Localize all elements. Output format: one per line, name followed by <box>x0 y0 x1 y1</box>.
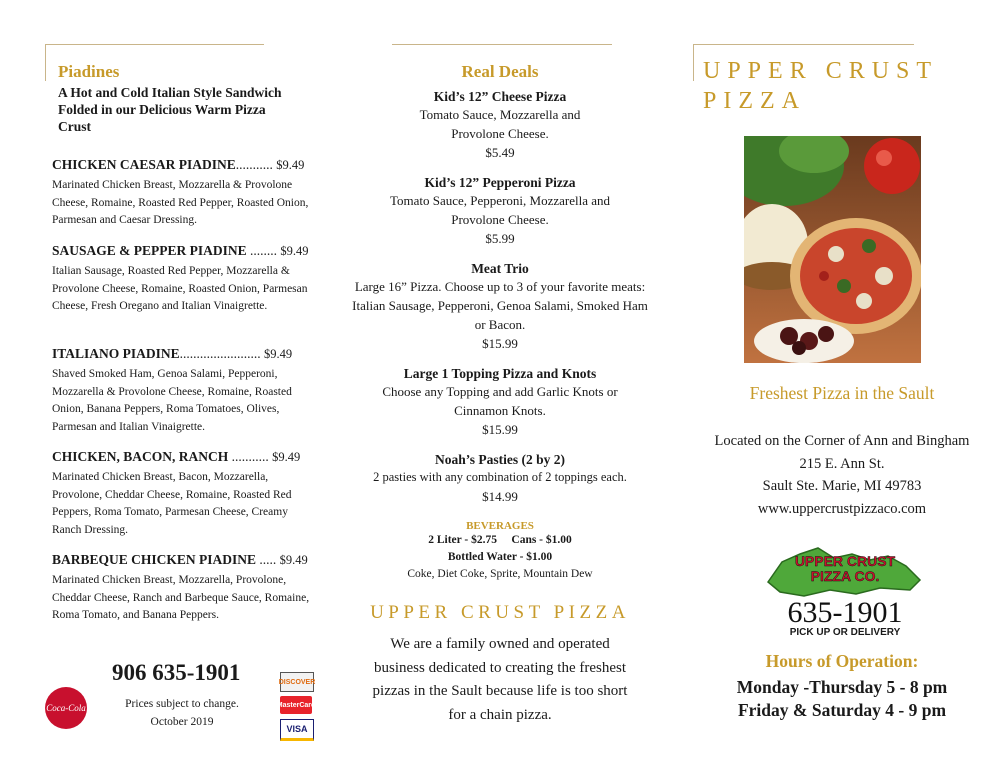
item-description: Shaved Smoked Ham, Genoa Salami, Pepperoni, Mozzarella & Provolone Cheese, Romaine, Roasted Onion, Banana Peppers, Roma Tomatoes, Olives, Parmesan and Italian Vinaigrette. <box>52 368 292 433</box>
deal-price: $15.99 <box>482 422 518 437</box>
address-line: Sault Ste. Marie, MI 49783 <box>762 478 922 494</box>
menu-item: SAUSAGE & PEPPER PIADINE ........ $9.49 Italian Sausage, Roasted Red Pepper, Mozzarella & Provolone Cheese, Romaine, Roasted Onion, Parmesan Cheese, Fresh Oregano and Italian Vinaigrette. <box>52 243 314 316</box>
deal-name: Noah’s Pasties (2 by 2) <box>435 452 565 467</box>
item-description: Marinated Chicken Breast, Mozzarella & Provolone Cheese, Romaine, Roasted Red Pepper, Roasted Onion, Parmesan and Caesar Dressing. <box>52 179 309 226</box>
tagline: Freshest Pizza in the Sault <box>749 383 935 403</box>
deal-item <box>352 452 648 506</box>
item-name: ITALIANO PIADINE <box>52 346 180 361</box>
menu-item: BARBEQUE CHICKEN PIADINE ..... $9.49 Marinated Chicken Breast, Mozzarella, Provolone, Cheddar Cheese, Ranch and Barbeque Sauce, Romaine, Roma Tomato, and Banana Peppers. <box>52 552 314 625</box>
piadines-title: Piadines <box>58 62 120 81</box>
item-name: SAUSAGE & PEPPER PIADINE <box>52 243 247 258</box>
logo-text: PIZZA CO. <box>810 568 880 584</box>
coca-cola-logo: Coca-Cola <box>45 687 87 729</box>
piadines-subtitle: A Hot and Cold Italian Style Sandwich Folded in our Delicious Warm Pizza Crust <box>58 85 282 134</box>
item-description: Marinated Chicken Breast, Bacon, Mozzarella, Provolone, Cheddar Cheese, Romaine, Roasted Red Peppers, Roma Tomato, Parmesan Cheese, Creamy Ranch Dressing. <box>52 471 292 536</box>
item-price: $9.49 <box>279 553 308 567</box>
bottled-water-price: Bottled Water - $1.00 <box>447 551 553 563</box>
deal-description: Tomato Sauce, Mozzarella and Provolone Cheese. <box>419 107 581 141</box>
deal-price: $5.49 <box>485 145 515 160</box>
deal-item <box>352 366 648 439</box>
deal-price: $15.99 <box>482 336 518 351</box>
deal-price: $14.99 <box>482 489 518 504</box>
deal-item <box>352 89 648 162</box>
pickup-delivery: PICK UP OR DELIVERY <box>789 627 901 638</box>
mastercard-icon: MasterCard <box>280 696 312 714</box>
deal-name: Large 1 Topping Pizza and Knots <box>403 366 597 381</box>
website-link[interactable]: www.uppercrustpizzaco.com <box>757 500 927 517</box>
deal-item <box>352 175 648 248</box>
deal-item <box>352 261 648 353</box>
hours-line: Monday -Thursday 5 - 8 pm <box>736 677 948 697</box>
deals-title: Real Deals <box>461 62 539 81</box>
cover-brand: UPPER CRUST PIZZA <box>703 58 939 114</box>
item-price: $9.49 <box>264 347 293 361</box>
item-name: CHICKEN CAESAR PIADINE <box>52 157 236 172</box>
deal-price: $5.99 <box>485 231 515 246</box>
beverages <box>352 520 648 583</box>
phone-number: 906 635-1901 <box>112 660 241 685</box>
item-price: $9.49 <box>276 158 305 172</box>
item-description: Italian Sausage, Roasted Red Pepper, Mozzarella & Provolone Cheese, Romaine, Roasted Onion, Parmesan Cheese, Fresh Oregano and Italian Vinaigrette. <box>52 265 308 312</box>
address-line: 215 E. Ann St. <box>799 455 885 472</box>
logo-phone: 635-1901 <box>787 596 903 629</box>
hours-title: Hours of Operation: <box>765 651 919 671</box>
address-line: Located on the Corner of Ann and Bingham <box>714 433 970 449</box>
menu-item: ITALIANO PIADINE........................ $9.49 Shaved Smoked Ham, Genoa Salami, Pepperoni, Mozzarella & Provolone Cheese, Romaine, Roasted Onion, Banana Peppers, Roma Tomatoes, Olives, Parmesan and Italian Vinaigrette. <box>52 346 314 436</box>
deal-name: Meat Trio <box>471 261 529 276</box>
deal-name: Kid’s 12” Pepperoni Pizza <box>424 175 576 190</box>
deal-description: Large 16” Pizza. Choose up to 3 of your favorite meats: Italian Sausage, Pepperoni, Genoa Salami, Smoked Ham or Bacon. <box>352 279 648 332</box>
brand-heading: UPPER CRUST PIZZA <box>370 602 630 623</box>
menu-item: CHICKEN, BACON, RANCH ........... $9.49 Marinated Chicken Breast, Bacon, Mozzarella, Provolone, Cheddar Cheese, Romaine, Roasted Red Peppers, Roma Tomato, Parmesan Cheese, Creamy Ranch Dressing. <box>52 449 314 539</box>
beverage-list: Coke, Diet Coke, Sprite, Mountain Dew <box>407 568 593 580</box>
item-price: $9.49 <box>280 244 309 258</box>
beverages-title: BEVERAGES <box>466 520 534 532</box>
deal-description: 2 pasties with any combination of 2 toppings each. <box>373 470 627 484</box>
item-price: $9.49 <box>272 450 301 464</box>
address-block <box>700 430 984 520</box>
menu-item: CHICKEN CAESAR PIADINE........... $9.49 Marinated Chicken Breast, Mozzarella & Provolone Cheese, Romaine, Roasted Red Pepper, Roasted Onion, Parmesan and Caesar Dressing. <box>52 157 314 230</box>
hours <box>700 676 984 722</box>
item-description: Marinated Chicken Breast, Mozzarella, Provolone, Cheddar Cheese, Ranch and Barbeque Sauce, Romaine, Roma Tomato, and Banana Peppers. <box>52 574 310 621</box>
deal-name: Kid’s 12” Cheese Pizza <box>433 89 567 104</box>
hours-line: Friday & Saturday 4 - 9 pm <box>737 700 947 720</box>
visa-card-icon: VISA <box>280 719 314 741</box>
item-name: BARBEQUE CHICKEN PIADINE <box>52 552 257 567</box>
prices-note: Prices subject to change. October 2019 <box>125 698 239 728</box>
pizza-photo <box>744 136 921 363</box>
deal-description: Tomato Sauce, Pepperoni, Mozzarella and Provolone Cheese. <box>389 193 610 227</box>
pizza-photo-illustration <box>744 136 921 363</box>
deals-frame <box>392 44 612 45</box>
discover-card-icon: DISCOVER <box>280 672 314 692</box>
about-text: We are a family owned and operated business dedicated to creating the freshest pizzas in the Sault because life is too short for a chain pizza. <box>372 636 628 723</box>
beverage-prices: 2 Liter - $2.75 Cans - $1.00 <box>428 534 572 546</box>
deal-description: Choose any Topping and add Garlic Knots or Cinnamon Knots. <box>382 384 618 418</box>
item-name: CHICKEN, BACON, RANCH <box>52 449 229 464</box>
logo-text: UPPER CRUST <box>794 553 896 569</box>
